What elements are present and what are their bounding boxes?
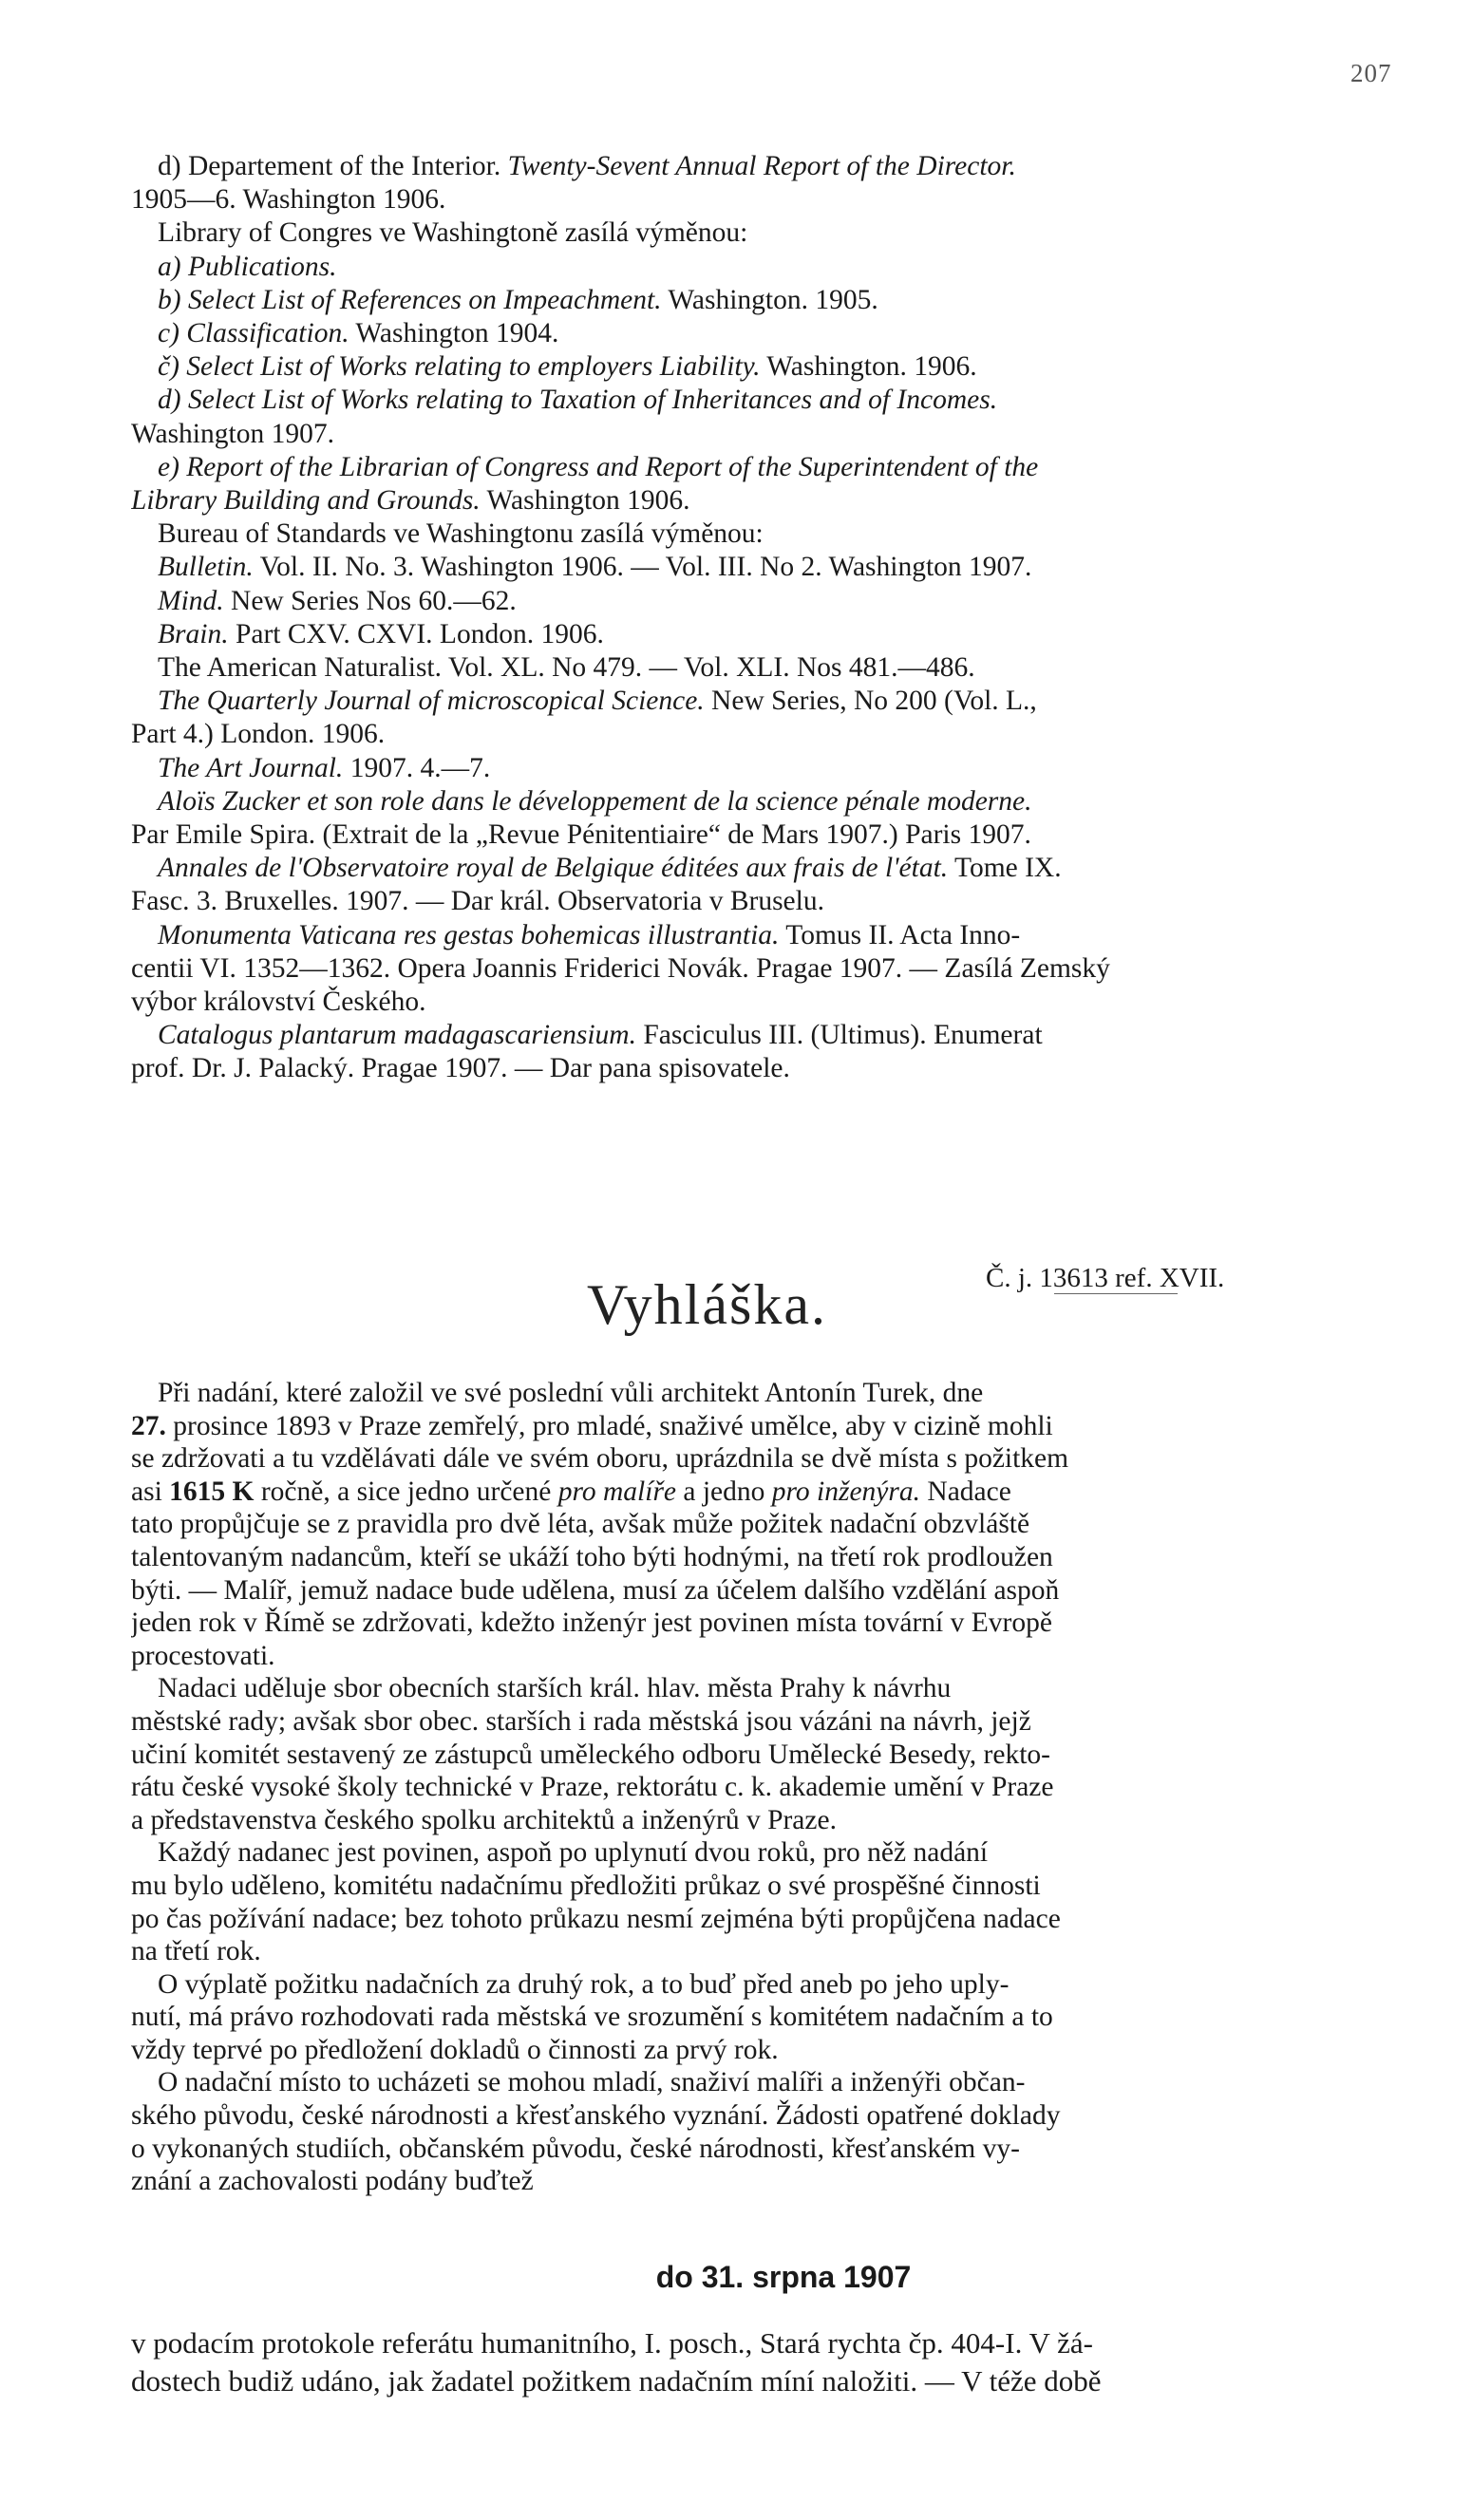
notice-line-segment: 27.: [131, 1410, 166, 1441]
publication-line: [131, 1052, 1436, 1085]
notice-line: [131, 1442, 1436, 1476]
notice-line-segment: po čas požívání nadace; bez tohoto průkazu nesmí zejména býti propůjčena nadace: [131, 1903, 1061, 1934]
publication-line-segment: Aloïs Zucker et son role dans le développement de la science pénale moderne.: [158, 785, 1032, 817]
publication-line-segment: The American Naturalist. Vol. XL. No 479. — Vol. XLI. Nos 481.—486.: [158, 652, 975, 684]
notice-line-segment: prosince 1893 v Praze zemřelý, pro mladé, snaživé umělce, aby v cizině mohli: [165, 1410, 1053, 1441]
publication-line-segment: Washington 1904.: [349, 318, 559, 349]
publication-line-segment: Par Emile Spira. (Extrait de la „Revue Pénitentiaire“ de Mars 1907.) Paris 1907.: [131, 819, 1031, 851]
publication-line: [131, 752, 1436, 785]
publication-line: [131, 1019, 1436, 1052]
publication-line-segment: Monumenta Vaticana res gestas bohemicas illustrantia.: [158, 919, 780, 950]
notice-line-segment: jeden rok v Římě se zdržovati, kdežto inženýr jest povinen místa tovární v Evropě: [131, 1608, 1052, 1639]
publication-line-segment: Annales de l'Observatoire royal de Belgique éditées aux frais de l'état.: [158, 853, 949, 884]
publication-line: [131, 216, 1436, 250]
notice-line: [131, 2034, 1436, 2067]
publication-line-segment: Fasciculus III. (Ultimus). Enumerat: [635, 1020, 1043, 1051]
publication-line-segment: The Quarterly Journal of microscopical Science.: [158, 686, 705, 717]
publication-line: [131, 418, 1436, 451]
notice-heading: [131, 1244, 1436, 1348]
notice-line: [131, 1410, 1436, 1443]
publication-line-segment: a) Publications.: [158, 251, 337, 282]
publication-line: [131, 718, 1436, 751]
notice-line-segment: vždy teprvé po předložení dokladů o činnosti za prvý rok.: [131, 2034, 779, 2065]
notice-line-segment: učiní komitét sestavený ze zástupců uměleckého odboru Umělecké Besedy, rekto-: [131, 1739, 1050, 1770]
notice-line: [131, 1607, 1436, 1640]
publication-line: [131, 986, 1436, 1019]
notice-line: [131, 2165, 1436, 2198]
notice-line-segment: O nadační místo to ucházeti se mohou mladí, snaživí malíři a inženýři občan-: [158, 2067, 1026, 2098]
notice-line: [131, 1541, 1436, 1574]
publication-line: [131, 618, 1436, 651]
publication-line-segment: Washington. 1905.: [661, 284, 878, 315]
reference-number: Č. j. 13613 ref. XVII.: [986, 1263, 1225, 1293]
notice-tail-line: [131, 2362, 1436, 2400]
notice-line-segment: asi: [131, 1476, 170, 1507]
publication-line: [131, 651, 1436, 685]
publication-line-segment: d) Select List of Works relating to Taxation of Inheritances and of Incomes.: [158, 385, 998, 416]
notice-line: [131, 1935, 1436, 1968]
notice-line: [131, 1870, 1436, 1903]
notice-line: [131, 1640, 1436, 1673]
publication-line: [131, 551, 1436, 584]
publication-line: [131, 183, 1436, 216]
publication-line: [131, 785, 1436, 818]
notice-line-segment: Každý nadanec jest povinen, aspoň po uplynutí dvou roků, pro něž nadání: [158, 1837, 989, 1869]
publication-line-segment: Brain.: [158, 618, 229, 649]
notice-line-segment: Nadaci uděluje sbor obecních starších král. hlav. města Prahy k návrhu: [158, 1673, 952, 1704]
publication-line-segment: centii VI. 1352—1362. Opera Joannis Friderici Novák. Pragae 1907. — Zasílá Zemský: [131, 952, 1110, 984]
publication-line-segment: Mind.: [158, 585, 224, 616]
page-number: 207: [1350, 59, 1392, 87]
notice-line: [131, 1771, 1436, 1804]
notice-line: [131, 1903, 1436, 1936]
notice-line: [131, 1508, 1436, 1541]
publication-line: [131, 585, 1436, 618]
notice-tail-line: [131, 2324, 1436, 2362]
publication-line-segment: Twenty-Sevent Annual Report of the Director.: [507, 151, 1016, 181]
publication-line: [131, 251, 1436, 284]
notice-title: Vyhláška.: [587, 1273, 827, 1336]
notice-tail-line-segment: v podacím protokole referátu humanitního, I. posch., Stará rychta čp. 404-I. V žá-: [131, 2326, 1093, 2360]
publication-line-segment: Library of Congres ve Washingtoně zasílá výměnou:: [158, 217, 748, 249]
publication-line-segment: Washington. 1906.: [760, 351, 977, 383]
notice-line-segment: procestovati.: [131, 1640, 275, 1671]
publication-line-segment: c) Classification.: [158, 318, 349, 349]
notice-line-segment: na třetí rok.: [131, 1936, 261, 1967]
notice-line-segment: a jedno: [676, 1476, 772, 1507]
publication-line: [131, 885, 1436, 918]
deadline-date: do 31. srpna 1907: [655, 2260, 912, 2294]
publication-line: [131, 451, 1436, 484]
publication-line-segment: Part 4.) London. 1906.: [131, 719, 386, 750]
notice-line: [131, 2133, 1436, 2166]
notice-line: [131, 1804, 1436, 1837]
notice-line-segment: 1615 K: [169, 1476, 255, 1507]
notice-line: [131, 1705, 1436, 1739]
notice-line-segment: býti. — Malíř, jemuž nadace bude udělena, musí za účelem dalšího vzdělání aspoň: [131, 1574, 1060, 1606]
publication-line: [131, 484, 1436, 517]
publication-line: [131, 852, 1436, 885]
notice-line: [131, 2066, 1436, 2099]
publication-line-segment: 1905—6. Washington 1906.: [131, 184, 446, 216]
notice-line-segment: o vykonaných studiích, občanském původu, české národnosti, křesťanském vy-: [131, 2133, 1020, 2164]
notice-line-segment: rátu české vysoké školy technické v Praze, rektorátu c. k. akademie umění v Praze: [131, 1772, 1054, 1803]
publication-line-segment: prof. Dr. J. Palacký. Pragae 1907. — Dar pana spisovatele.: [131, 1053, 790, 1084]
notice-line-segment: ročně, a sice jedno určené: [254, 1476, 558, 1507]
publication-line-segment: Bureau of Standards ve Washingtonu zasílá výměnou:: [158, 518, 764, 550]
notice-line: [131, 1672, 1436, 1705]
publication-line-segment: b) Select List of References on Impeachment.: [158, 284, 662, 315]
notice-tail: [131, 2324, 1436, 2400]
publication-line-segment: Washington 1907.: [131, 418, 334, 449]
publication-line: [131, 919, 1436, 952]
notice-line-segment: pro malíře: [557, 1476, 677, 1507]
publication-line: [131, 685, 1436, 718]
publication-line: [131, 317, 1436, 350]
publication-line-segment: č) Select List of Works relating to employers Liability.: [158, 351, 761, 383]
notice-line-segment: ského původu, české národnosti a křesťanského vyznání. Žádosti opatřené doklady: [131, 2100, 1061, 2132]
notice-line-segment: Nadace: [920, 1476, 1011, 1507]
notice-line: [131, 1574, 1436, 1608]
publication-line: [131, 952, 1436, 986]
publication-line-segment: výbor království Českého.: [131, 987, 426, 1018]
notice-line-segment: se zdržovati a tu vzdělávati dále ve svém oboru, uprázdnila se dvě místa s požitkem: [131, 1443, 1069, 1475]
notice-line: [131, 1968, 1436, 2002]
notice-line-segment: tato propůjčuje se z pravidla pro dvě léta, avšak může požitek nadační obzvláště: [131, 1509, 1030, 1540]
notice-line-segment: mu bylo uděleno, komitétu nadačnímu předložiti průkaz o své prospěšné činnosti: [131, 1870, 1041, 1901]
publication-line-segment: Fasc. 3. Bruxelles. 1907. — Dar král. Observatoria v Bruselu.: [131, 886, 824, 917]
notice-body: [131, 1377, 1436, 2198]
notice-line-segment: Při nadání, které založil ve své poslední vůli architekt Antonín Turek, dne: [158, 1378, 984, 1408]
publication-line-segment: New Series, No 200 (Vol. L.,: [704, 686, 1037, 717]
notice-line-segment: O výplatě požitku nadačních za druhý rok, a to buď před aneb po jeho uply-: [158, 1968, 1010, 2000]
publication-line-segment: Tomus II. Acta Inno-: [779, 919, 1021, 950]
reference-underline: [1054, 1293, 1178, 1294]
publication-line-segment: Library Building and Grounds.: [131, 485, 481, 517]
publication-line: [131, 350, 1436, 384]
publication-line-segment: d) Departement of the Interior.: [158, 151, 508, 181]
publication-line-segment: Catalogus plantarum madagascariensium.: [158, 1020, 636, 1051]
received-publications-list: [131, 150, 1436, 1086]
publication-line-segment: Bulletin.: [158, 552, 254, 583]
publication-line-segment: e) Report of the Librarian of Congress and Report of the Superintendent of the: [158, 451, 1039, 482]
notice-line: [131, 1377, 1436, 1410]
notice-line-segment: pro inženýra.: [771, 1476, 921, 1507]
publication-line: [131, 818, 1436, 852]
notice-line: [131, 2099, 1436, 2133]
publication-line-segment: New Series Nos 60.—62.: [223, 585, 517, 616]
publication-line-segment: Tome IX.: [948, 853, 1062, 884]
publication-line: [131, 150, 1436, 183]
notice-line-segment: městské rady; avšak sbor obec. starších i rada městská jsou vázáni na návrh, jejž: [131, 1705, 1031, 1737]
notice-line: [131, 1836, 1436, 1870]
notice-line-segment: nutí, má právo rozhodovati rada městská ve srozumění s komitétem nadačním a to: [131, 2002, 1053, 2033]
notice-line: [131, 2001, 1436, 2034]
notice-line: [131, 1739, 1436, 1772]
publication-line-segment: The Art Journal.: [158, 752, 344, 783]
notice-line-segment: talentovaným nadancům, kteří se ukáží toho býti hodnými, na třetí rok prodloužen: [131, 1541, 1053, 1572]
notice-line: [131, 1476, 1436, 1509]
publication-line-segment: Washington 1906.: [480, 485, 690, 517]
publication-line: [131, 384, 1436, 417]
publication-line: [131, 284, 1436, 317]
publication-line-segment: Vol. II. No. 3. Washington 1906. — Vol. III. No 2. Washington 1907.: [253, 552, 1032, 583]
notice-line-segment: a představenstva českého spolku architektů a inženýrů v Praze.: [131, 1804, 837, 1835]
publication-line-segment: 1907. 4.—7.: [343, 752, 491, 783]
notice-line-segment: znání a zachovalosti podány buďtež: [131, 2166, 534, 2197]
publication-line: [131, 517, 1436, 551]
publication-line-segment: Part CXV. CXVI. London. 1906.: [228, 618, 604, 649]
notice-tail-line-segment: dostech budiž udáno, jak žadatel požitkem nadačním míní naložiti. — V téže době: [131, 2364, 1102, 2398]
